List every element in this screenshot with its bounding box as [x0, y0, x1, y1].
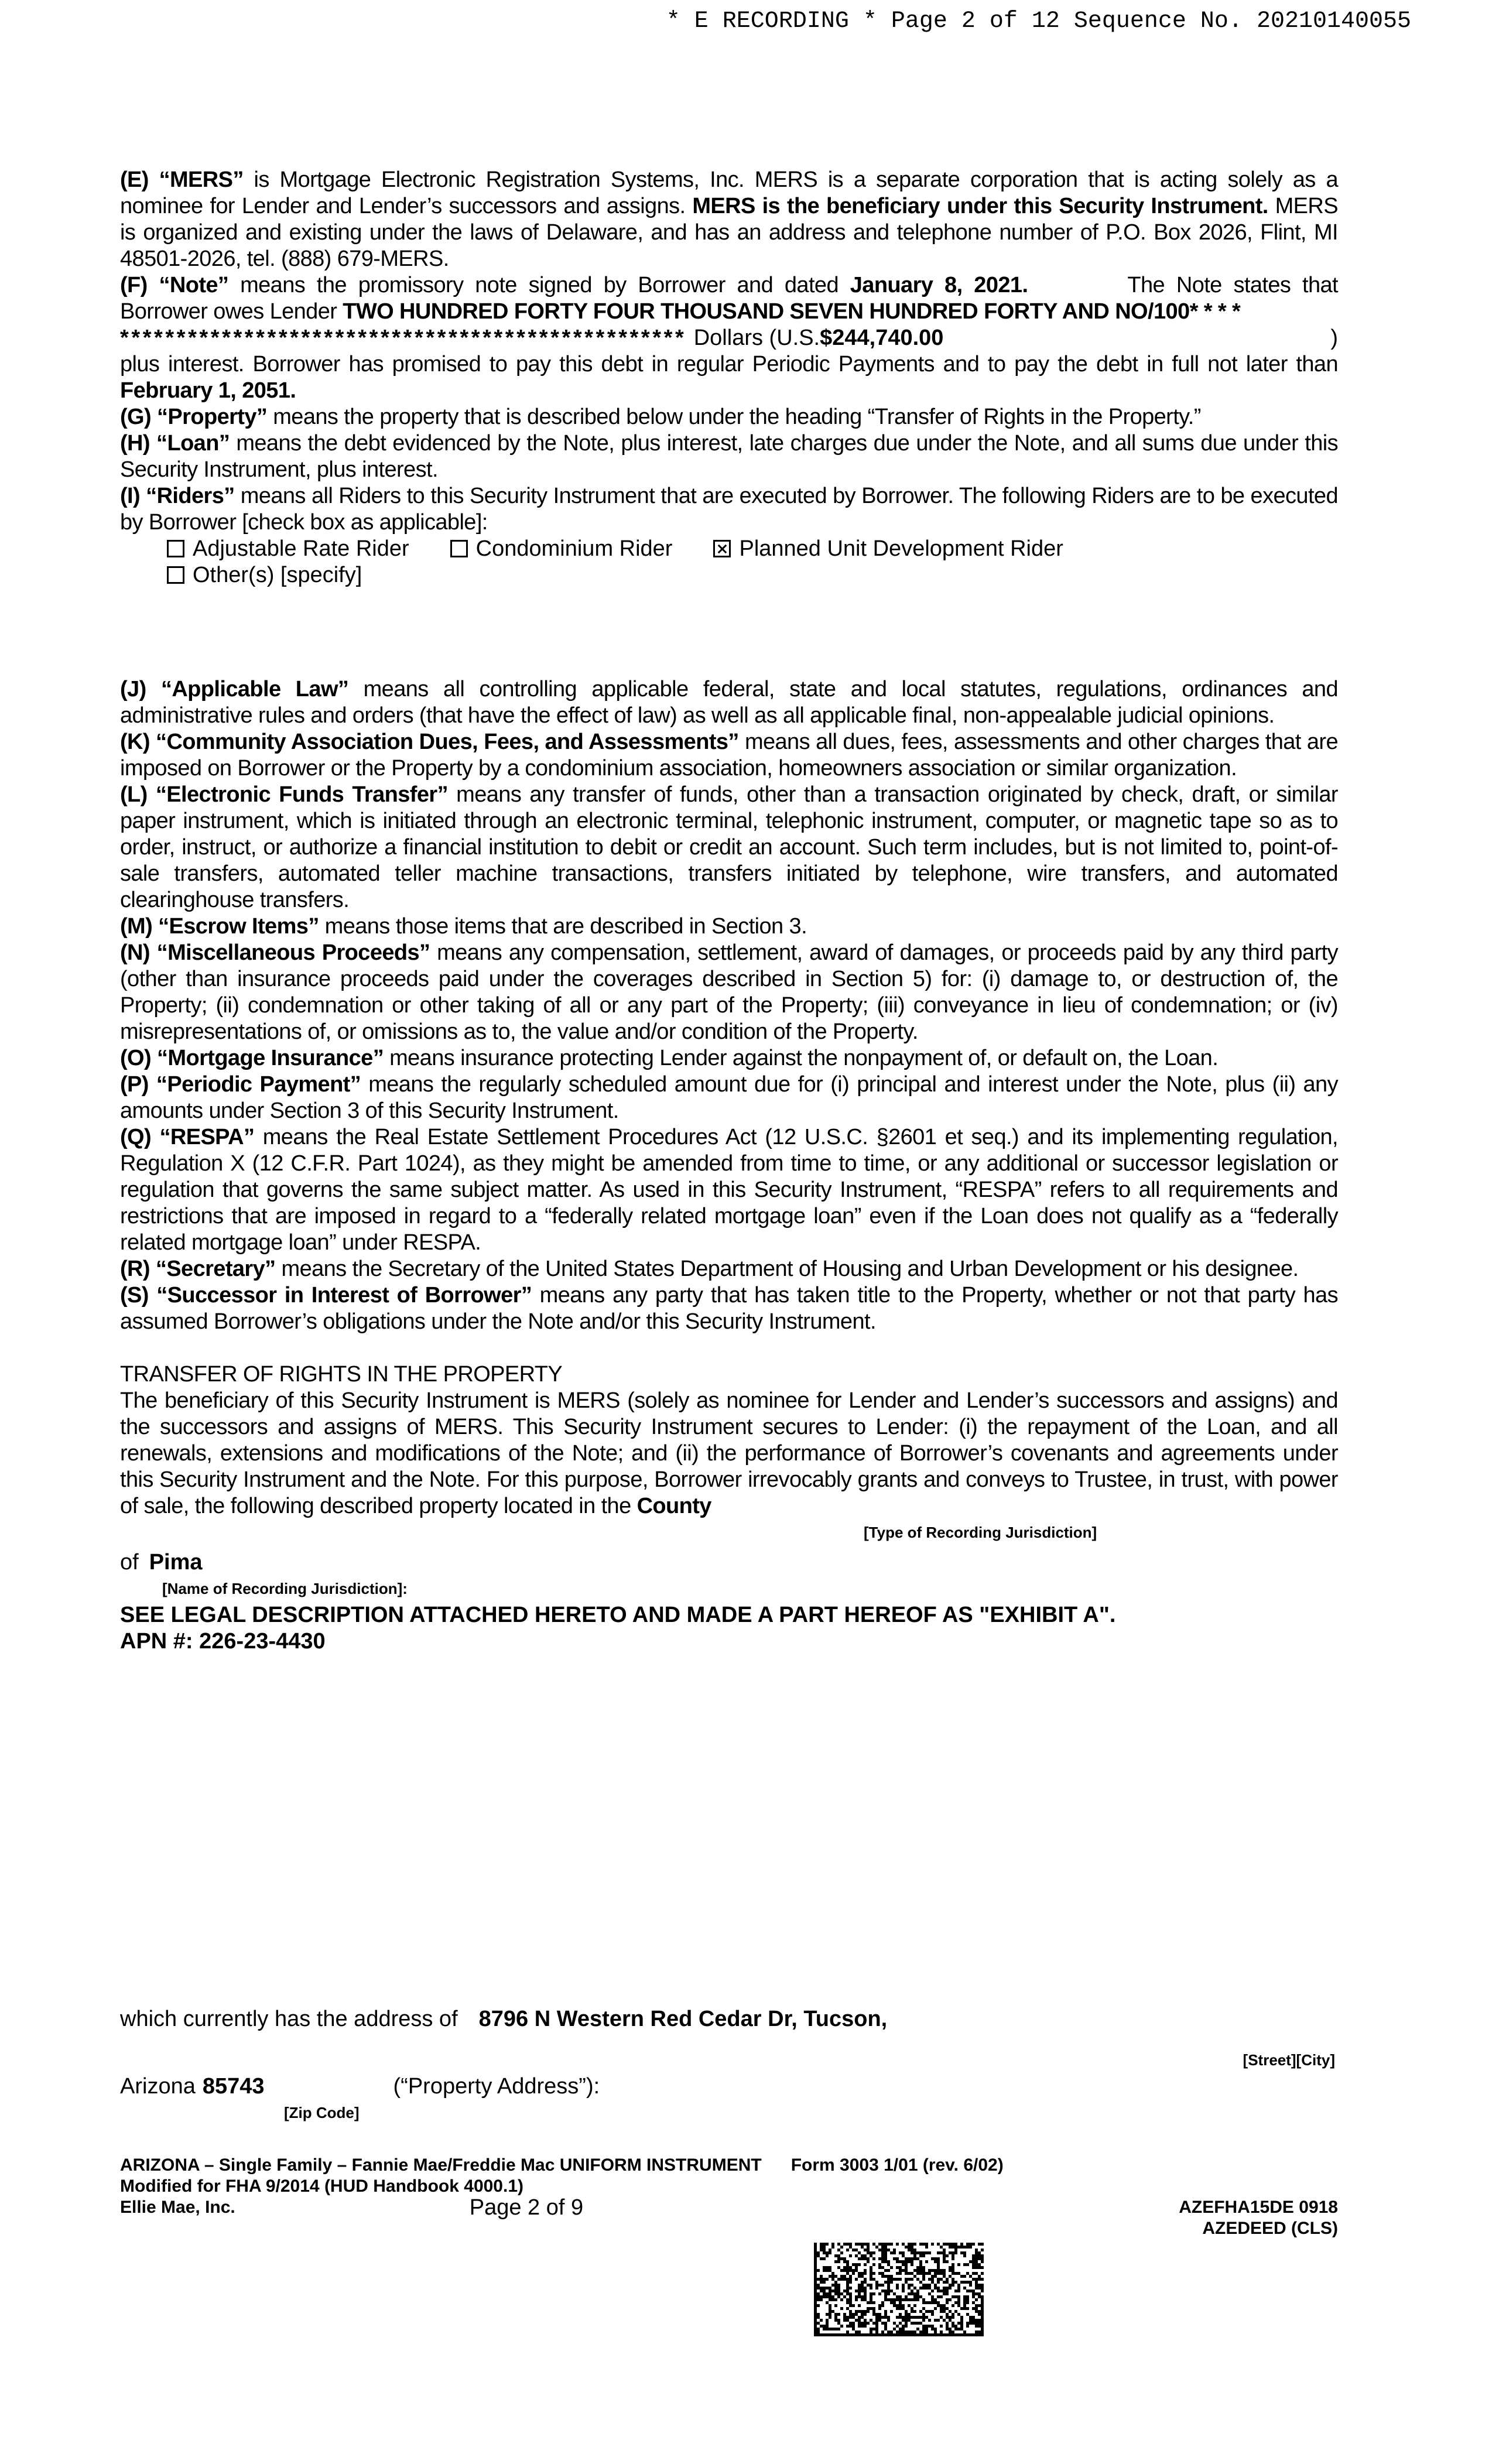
- barcode-icon: [814, 2243, 984, 2336]
- property-address-label: (“Property Address”):: [393, 2074, 600, 2099]
- recording-header: * E RECORDING * Page 2 of 12 Sequence No. 20210140055: [666, 8, 1411, 35]
- note-date: January 8, 2021.: [850, 273, 1028, 297]
- page-number: Page 2 of 9: [469, 2195, 584, 2220]
- rider-pud[interactable]: Planned Unit Development Rider: [713, 536, 1063, 562]
- definition-e: (E) “MERS” is Mortgage Electronic Registration Systems, Inc. MERS is a separate corporation that is acting solely as a nominee for Lender and Lender’s successors and assigns. MERS is the beneficiary under this Security Instrument. MERS is organized and existing under the laws of Delaware, and has an address and telephone number of P.O. Box 2026, Flint, MI 48501-2026, tel. (888) 679-MERS.: [120, 167, 1338, 271]
- form-code-2: AZEDEED (CLS): [1202, 2219, 1338, 2238]
- definition-j: (J) “Applicable Law” means all controlling applicable federal, state and local statutes, regulations, ordinances and administrative rules and orders (that have the effect of law) as well as all applicable final, non-appealable judicial opinions.: [120, 677, 1339, 728]
- definition-r: (R) “Secretary” means the Secretary of the United States Department of Housing and Urban Development or his designee.: [120, 1257, 1299, 1281]
- definition-s: (S) “Successor in Interest of Borrower” means any party that has taken title to the Property, whether or not that party has assumed Borrower’s obligations under the Note and/or this Security Instrument.: [120, 1283, 1338, 1334]
- document-body: [120, 167, 1338, 2126]
- definition-p: (P) “Periodic Payment” means the regularly scheduled amount due for (i) principal and interest under the Note, plus (ii) any amounts under Section 3 of this Security Instrument.: [120, 1072, 1338, 1123]
- definition-h: (H) “Loan” means the debt evidenced by the Note, plus interest, late charges due under the Note, and all sums due under this Security Instrument, plus interest.: [120, 431, 1338, 482]
- legal-description: SEE LEGAL DESCRIPTION ATTACHED HERETO AND MADE A PART HEREOF AS "EXHIBIT A".: [120, 1603, 1116, 1627]
- checkbox-icon[interactable]: [167, 566, 184, 584]
- definition-g: (G) “Property” means the property that is described below under the heading “Transfer of Rights in the Property.”: [120, 405, 1201, 429]
- jurisdiction-name: Pima: [149, 1550, 203, 1575]
- checkbox-icon[interactable]: [450, 540, 468, 557]
- street-city: 8796 N Western Red Cedar Dr, Tucson,: [478, 2007, 888, 2031]
- jurisdiction-type-caption: [Type of Recording Jurisdiction]: [864, 1524, 1097, 1541]
- zip: 85743: [202, 2074, 265, 2099]
- of-label: of: [120, 1550, 139, 1575]
- amount-words: TWO HUNDRED FORTY FOUR THOUSAND SEVEN HUNDRED FORTY AND NO/100* * * *: [343, 299, 1241, 324]
- vendor: Ellie Mae, Inc.: [120, 2198, 235, 2217]
- transfer-text: The beneficiary of this Security Instrument is MERS (solely as nominee for Lender and Lender’s successors and assigns) and the successors and assigns of MERS. This Security Instrument secures to Lender: (i) the repayment of the Loan, and all renewals, extensions and modifications of the Note; and (ii) the performance of Borrower’s covenants and agreements under this Security Instrument and the Note. For this purpose, Borrower irrevocably grants and conveys to Trustee, in trust, with power of sale, the following described property located in the County: [120, 1388, 1338, 1518]
- form-code-1: AZEFHA15DE 0918: [1179, 2198, 1338, 2217]
- definition-f: (F) “Note” means the promissory note signed by Borrower and dated January 8, 2021. The Note states that Borrower owes Lender TWO HUNDRED FORTY FOUR THOUSAND SEVEN HUNDRED FORTY AND NO/100* * * *: [120, 273, 1339, 324]
- definition-k: (K) “Community Association Dues, Fees, and Assessments” means all dues, fees, assessments and other charges that are imposed on Borrower or the Property by a condominium association, homeowners association or similar organization.: [120, 730, 1339, 781]
- rider-other[interactable]: Other(s) [specify]: [167, 562, 362, 588]
- maturity-date: February 1, 2051.: [120, 378, 296, 403]
- definition-f-cont: plus interest. Borrower has promised to pay this debt in regular Periodic Payments and to pay the debt in full not later than February 1, 2051.: [120, 352, 1338, 403]
- jurisdiction-name-caption: [Name of Recording Jurisdiction]:: [162, 1580, 408, 1597]
- definition-n: (N) “Miscellaneous Proceeds” means any compensation, settlement, award of damages, or proceeds paid by any third party (other than insurance proceeds paid under the coverages described in Section 5) for: (i) damage to, or destruction of, the Property; (ii) condemnation or other taking of all or any part of the Property; (iii) conveyance in lieu of condemnation; or (iv) misrepresentations of, or omissions as to, the value and/or condition of the Property.: [120, 940, 1338, 1044]
- amount-row: * * * * * * * * * * * * * * * * * * * * * * * * * * * * * * * * * * * * * * * * * * * * * * * * * * Dollars (U.S. $244,740.00 ): [120, 326, 1338, 350]
- definition-q: (Q) “RESPA” means the Real Estate Settlement Procedures Act (12 U.S.C. §2601 et seq.) and its implementing regulation, Regulation X (12 C.F.R. Part 1024), as they might be amended from time to time, or any additional or successor legislation or regulation that governs the same subject matter. As used in this Security Instrument, “RESPA” refers to all requirements and restrictions that are imposed in regard to a “federally related mortgage loan” even if the Loan does not qualify as a “federally related mortgage loan” under RESPA.: [120, 1125, 1338, 1255]
- definition-i: (I) “Riders” means all Riders to this Security Instrument that are executed by Borrower. The following Riders are to be executed by Borrower [check box as applicable]:: [120, 484, 1338, 535]
- checkbox-icon[interactable]: [167, 540, 184, 557]
- address-prefix: which currently has the address of: [120, 2007, 458, 2031]
- rider-adjustable[interactable]: Adjustable Rate Rider: [167, 536, 409, 562]
- form-number: Form 3003 1/01 (rev. 6/02): [790, 2155, 1004, 2175]
- rider-condominium[interactable]: Condominium Rider: [450, 536, 673, 562]
- definition-o: (O) “Mortgage Insurance” means insurance protecting Lender against the nonpayment of, or default on, the Loan.: [120, 1046, 1219, 1070]
- form-modified: Modified for FHA 9/2014 (HUD Handbook 4000.1): [120, 2176, 524, 2196]
- jurisdiction-type: County: [636, 1494, 711, 1518]
- form-footer: [120, 2155, 1338, 2239]
- amount: $244,740.00: [820, 326, 944, 350]
- riders-checkboxes: [120, 536, 1338, 588]
- state: Arizona: [120, 2074, 196, 2099]
- transfer-heading: TRANSFER OF RIGHTS IN THE PROPERTY: [120, 1362, 563, 1387]
- stars: * * * * * * * * * * * * * * * * * * * * * * * * * * * * * * * * * * * * * * * * * * * * * * * * * *: [120, 326, 682, 350]
- checkbox-checked-icon[interactable]: [713, 540, 731, 557]
- apn: APN #: 226-23-4430: [120, 1629, 326, 1654]
- form-title: ARIZONA – Single Family – Fannie Mae/Freddie Mac UNIFORM INSTRUMENT: [120, 2155, 762, 2175]
- definition-m: (M) “Escrow Items” means those items that are described in Section 3.: [120, 914, 807, 939]
- street-city-caption: [Street][City]: [1243, 2051, 1335, 2069]
- definition-l: (L) “Electronic Funds Transfer” means any transfer of funds, other than a transaction originated by check, draft, or similar paper instrument, which is initiated through an electronic terminal, telephonic instrument, computer, or magnetic tape so as to order, instruct, or authorize a financial institution to debit or credit an account. Such term includes, but is not limited to, point-of-sale transfers, automated teller machine transactions, transfers initiated by telephone, wire transfers, and automated clearinghouse transfers.: [120, 782, 1338, 912]
- zip-caption: [Zip Code]: [284, 2104, 360, 2121]
